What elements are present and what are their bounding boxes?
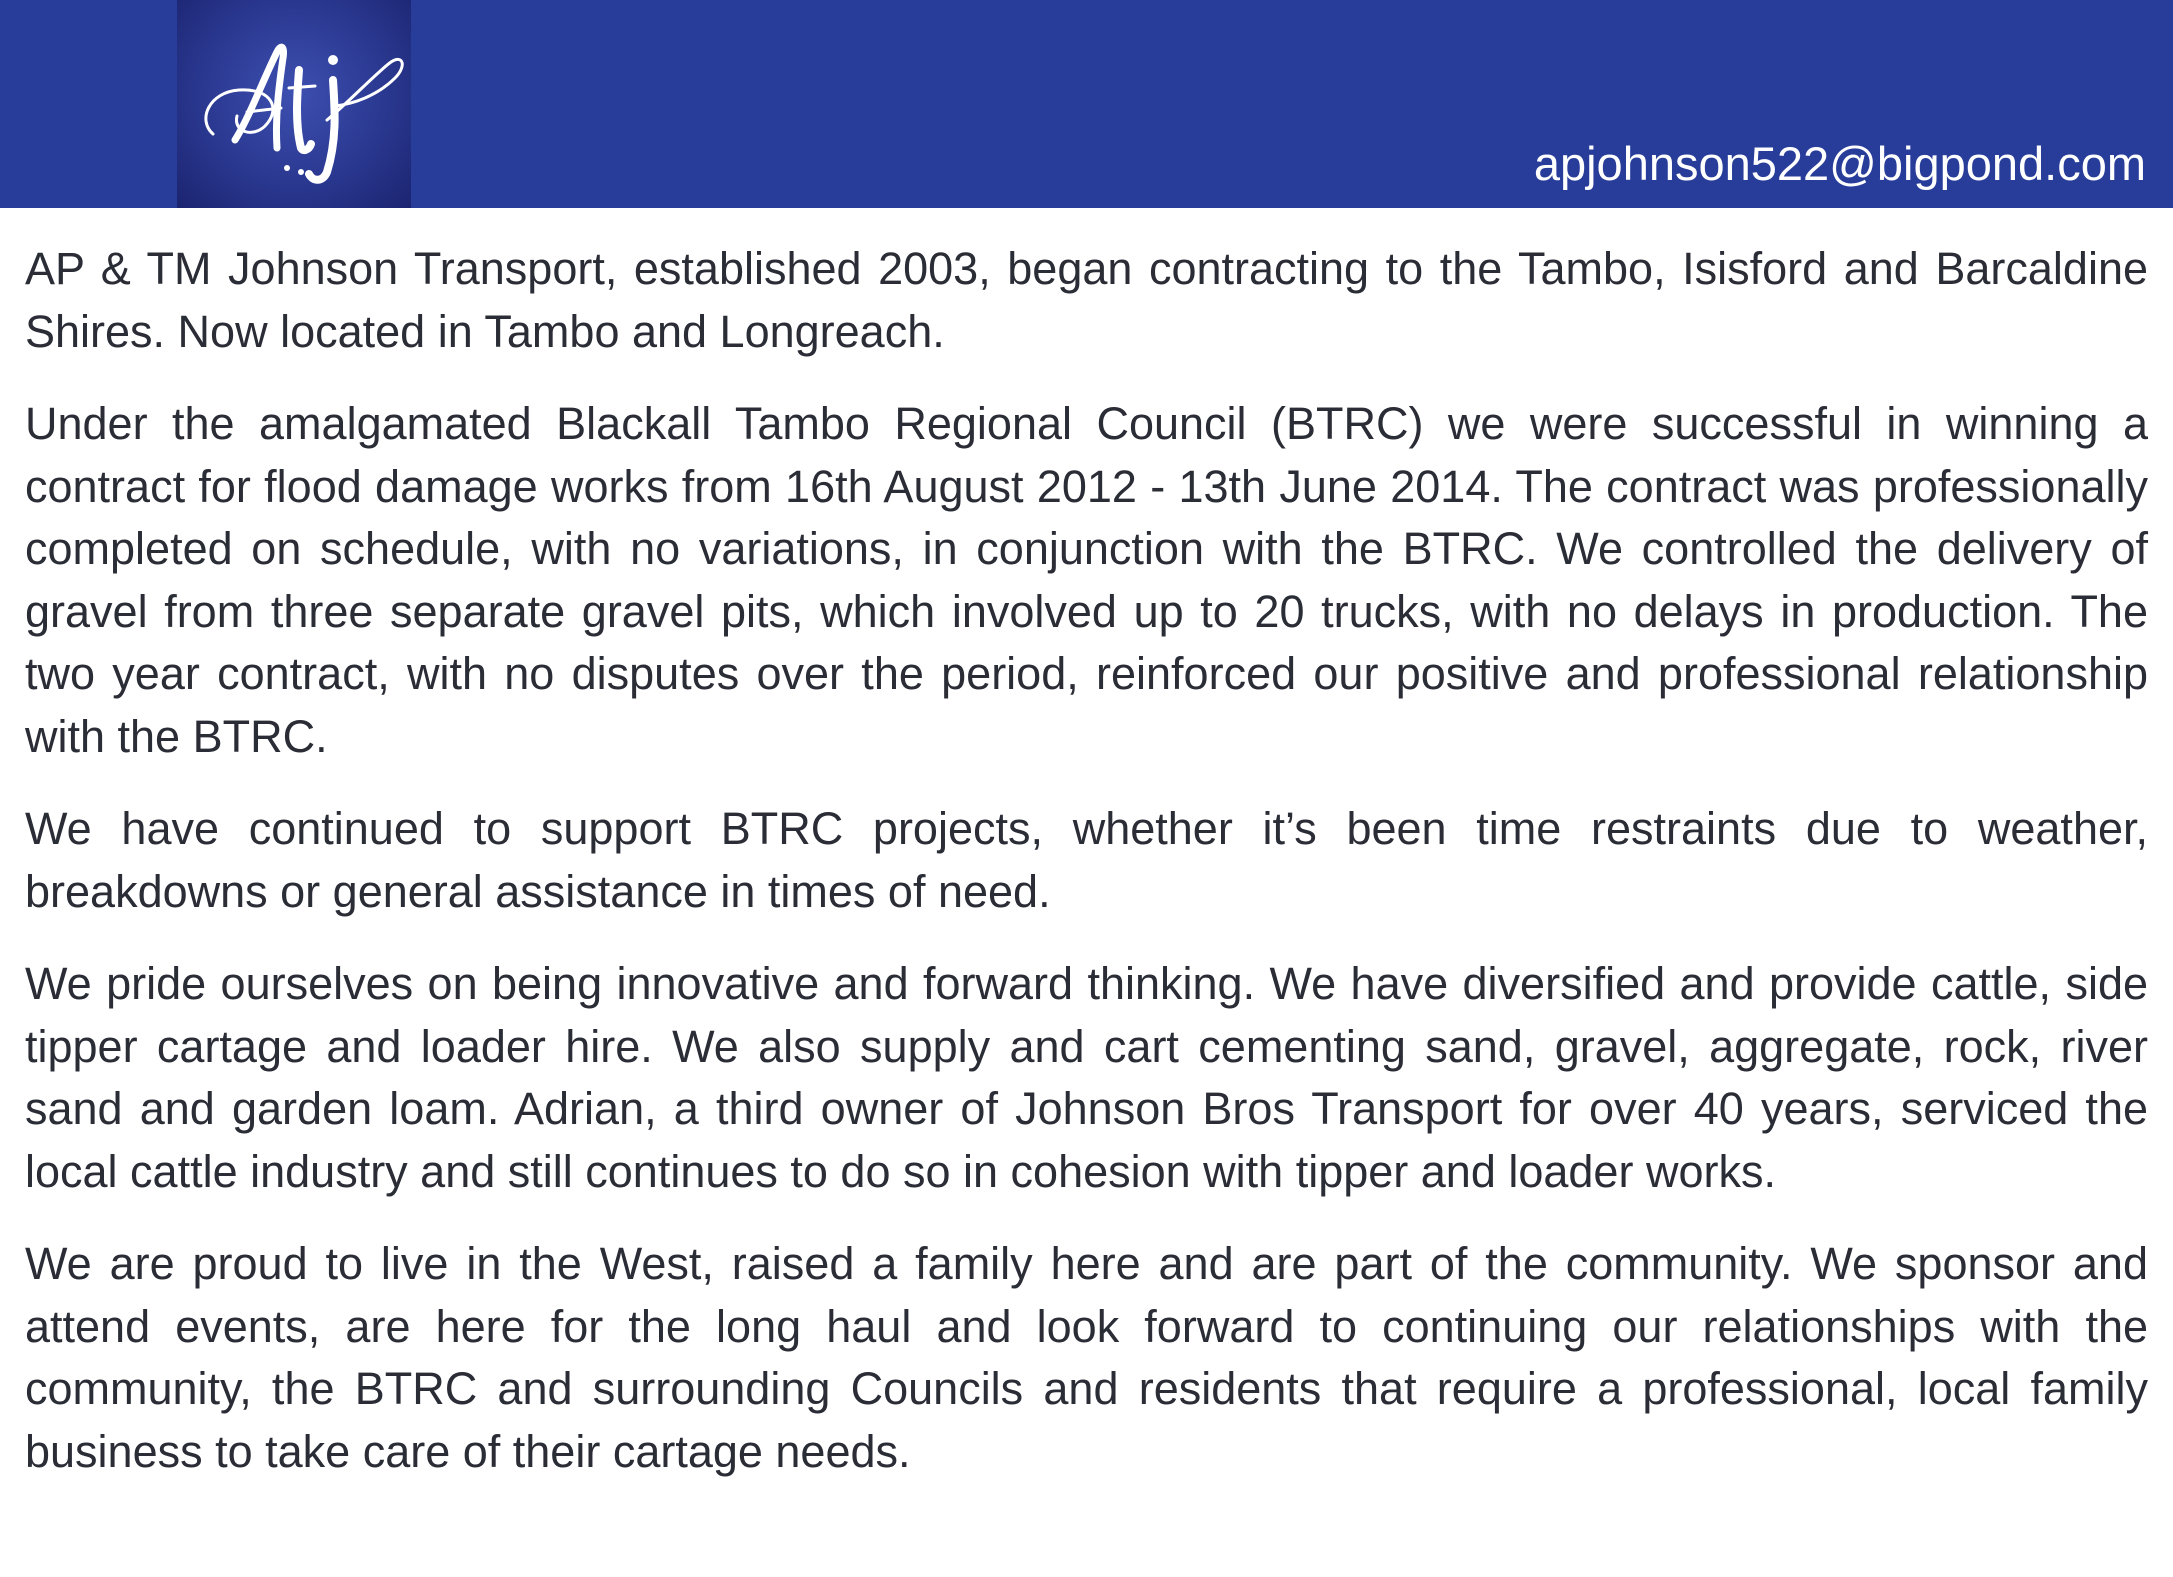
atj-monogram-icon	[177, 0, 411, 208]
company-logo	[177, 0, 411, 208]
header-banner	[0, 0, 2173, 208]
paragraph-community: We are proud to live in the West, raised a family here and are part of the community. We sponsor and attend events, are here for the long haul and look forward to continuing our relationships with the community, the BTRC and surrounding Councils and residents that require a professional, local family business to take care of their cartage needs.	[25, 1238, 2148, 1477]
paragraph-continued-support: We have continued to support BTRC projects, whether it’s been time restraints due to weather, breakdowns or general assistance in times of need.	[25, 803, 2148, 917]
paragraph-btrc-contract: Under the amalgamated Blackall Tambo Regional Council (BTRC) we were successful in winning a contract for flood damage works from 16th August 2012 - 13th June 2014. The contract was professionally completed on schedule, with no variations, in conjunction with the BTRC. We controlled the delivery of gravel from three separate gravel pits, which involved up to 20 trucks, with no delays in production. The two year contract, with no disputes over the period, reinforced our positive and professional relationship with the BTRC.	[25, 398, 2148, 762]
contact-email[interactable]: apjohnson522@bigpond.com	[1533, 137, 2146, 190]
paragraph-services: We pride ourselves on being innovative and forward thinking. We have diversified and provide cattle, side tipper cartage and loader hire. We also supply and cart cementing sand, gravel, aggregate, rock, river sand and garden loam. Adrian, a third owner of Johnson Bros Transport for over 40 years, serviced the local cattle industry and still continues to do so in cohesion with tipper and loader works.	[25, 958, 2148, 1197]
company-description	[25, 238, 2148, 1513]
paragraph-history: AP & TM Johnson Transport, established 2003, began contracting to the Tambo, Isisford and Barcaldine Shires. Now located in Tambo and Longreach.	[25, 243, 2148, 357]
